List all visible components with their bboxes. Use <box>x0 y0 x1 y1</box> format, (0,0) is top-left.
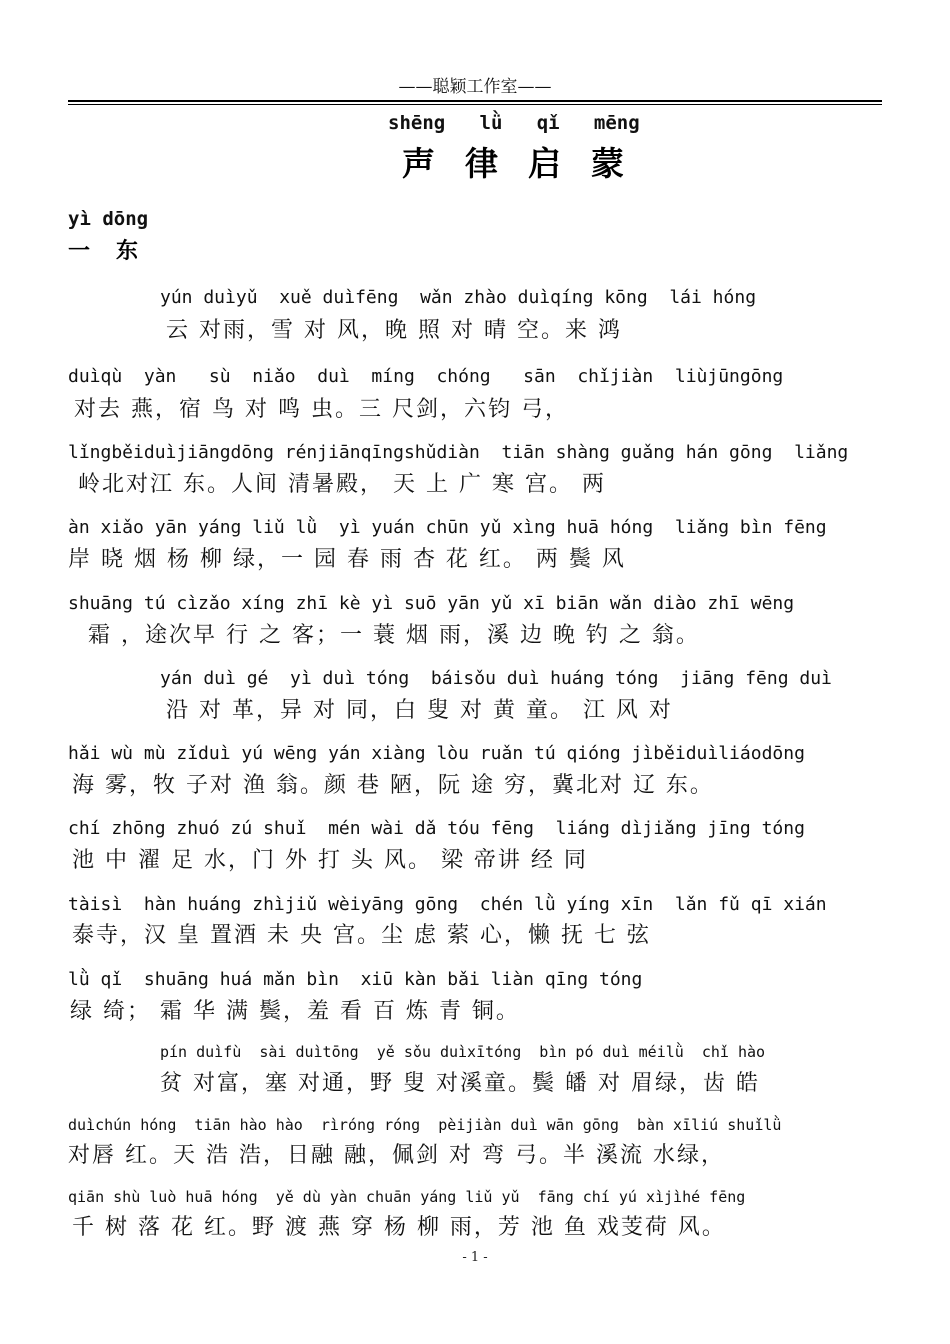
line-2-hanzi: 对去 燕，宿 鸟 对 鸣 虫。三 尺剑，六钧 弓， <box>74 397 569 422</box>
header-rule-thin <box>68 104 882 105</box>
line-4-hanzi: 岸 晓 烟 杨 柳 绿，一 园 春 雨 杏 花 红。 两 鬓 风 <box>68 547 626 572</box>
line-1-pinyin: yún duìyǔ xuě duìfēng wǎn zhào duìqíng kōng lái hóng <box>160 287 757 308</box>
line-10-hanzi: 绿 绮； 霜 华 满 鬓，羞 看 百 炼 青 铜。 <box>70 999 520 1024</box>
line-5-hanzi: 霜 ，途次早 行 之 客；一 蓑 烟 雨，溪 边 晚 钓 之 翁。 <box>88 623 700 648</box>
line-6-hanzi: 沿 对 革，异 对 同，白 叟 对 黄 童。 江 风 对 <box>166 698 673 723</box>
line-12-pinyin: duìchún hóng tiān hào hào rìróng róng pèijiàn duì wān gōng bàn xīliú shuǐlǜ <box>68 1116 782 1134</box>
line-13-pinyin: qiān shù luò huā hóng yě dù yàn chuān yáng liǔ yǔ fāng chí yú xìjìhé fēng <box>68 1188 746 1206</box>
line-4-pinyin: àn xiǎo yān yáng liǔ lǜ yì yuán chūn yǔ xìng huā hóng liǎng bìn fēng <box>68 517 827 538</box>
line-10-pinyin: lǜ qǐ shuāng huá mǎn bìn xiū kàn bǎi liàn qīng tóng <box>68 969 643 990</box>
page-header: ——聪颖工作室—— <box>398 77 552 97</box>
title-hanzi: 声律启蒙 <box>402 144 654 183</box>
line-8-pinyin: chí zhōng zhuó zú shuǐ mén wài dǎ tóu fēng liáng dìjiǎng jīng tóng <box>68 818 805 839</box>
line-3-hanzi: 岭北对江 东。人间 清暑殿， 天 上 广 寒 宫。 两 <box>78 472 606 497</box>
line-11-hanzi: 贫 对富，塞 对通，野 叟 对溪童。鬓 皤 对 眉绿，齿 皓 <box>160 1071 760 1096</box>
line-2-pinyin: duìqù yàn sù niǎo duì míng chóng sān chǐjiàn liùjūngōng <box>68 366 784 387</box>
section-pinyin: yì dōng <box>68 208 149 230</box>
section-hanzi: 一东 <box>68 238 165 264</box>
line-13-hanzi: 千 树 落 花 红。野 渡 燕 穿 杨 柳 雨，芳 池 鱼 戏芰荷 风。 <box>72 1215 726 1240</box>
line-12-hanzi: 对唇 红。天 浩 浩，日融 融，佩剑 对 弯 弓。半 溪流 水绿， <box>68 1143 725 1168</box>
line-7-pinyin: hǎi wù mù zǐduì yú wēng yán xiàng lòu ruǎn tú qióng jìběiduìliáodōng <box>68 743 805 764</box>
page-number: - 1 - <box>462 1250 488 1265</box>
line-8-hanzi: 池 中 濯 足 水，门 外 打 头 风。 梁 帝讲 经 同 <box>72 848 588 873</box>
header-rule-thick <box>68 100 882 102</box>
line-6-pinyin: yán duì gé yì duì tóng báisǒu duì huáng tóng jiāng fēng duì <box>160 668 832 689</box>
title-pinyin: shēng lǜ qǐ mēng <box>388 112 640 134</box>
line-9-hanzi: 泰寺，汉 皇 置酒 未 央 宫。尘 虑 萦 心，懒 抚 七 弦 <box>72 923 651 948</box>
line-5-pinyin: shuāng tú cìzǎo xíng zhī kè yì suō yān yǔ xī biān wǎn diào zhī wēng <box>68 593 795 614</box>
line-3-pinyin: lǐngběiduìjiāngdōng rénjiānqīngshǔdiàn tiān shàng guǎng hán gōng liǎng <box>68 442 849 463</box>
line-9-pinyin: tàisì hàn huáng zhìjiǔ wèiyāng gōng chén lǜ yíng xīn lǎn fǔ qī xián <box>68 894 827 915</box>
line-1-hanzi: 云 对雨，雪 对 风，晚 照 对 晴 空。来 鸿 <box>166 318 622 343</box>
line-7-hanzi: 海 雾，牧 子对 渔 翁。颜 巷 陋，阮 途 穷，冀北对 辽 东。 <box>72 773 714 798</box>
line-11-pinyin: pín duìfù sài duìtōng yě sǒu duìxītóng bìn pó duì méilǜ chǐ hào <box>160 1043 766 1061</box>
